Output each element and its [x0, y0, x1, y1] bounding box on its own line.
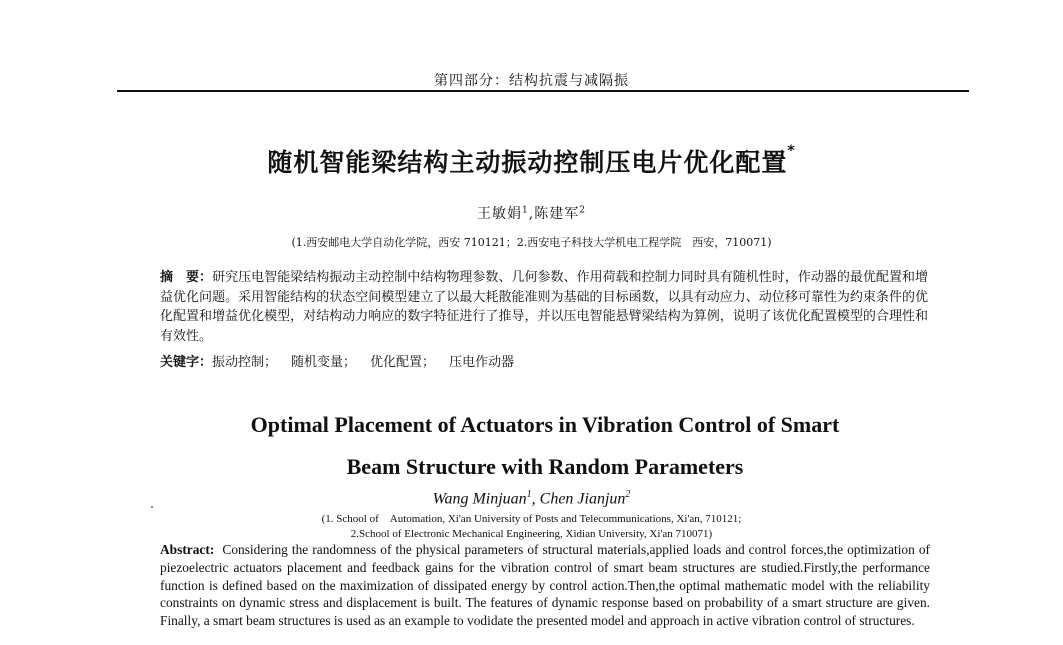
author-1-cn: 王敏娟 — [477, 206, 523, 222]
author-separator-cn: , — [528, 206, 535, 222]
header-rule — [117, 90, 969, 92]
abstract-chinese-label: 摘 要： — [160, 270, 213, 285]
keyword-item: 优化配置； — [370, 355, 436, 370]
running-head: 第四部分：结构抗震与减隔振 — [434, 73, 629, 89]
keywords-chinese — [160, 353, 928, 372]
author-separator-en: , — [531, 490, 540, 508]
authors-chinese — [0, 203, 1063, 223]
abstract-chinese-text: 研究压电智能梁结构振动主动控制中结构物理参数、几何参数、作用荷载和控制力同时具有随机性时，作动器的最优配置和增益优化问题。采用智能结构的状态空间模型建立了以最大耗散能准则为基础的目标函数，以具有动应力、动位移可靠性为约束条件的优化配置和增益优化模型，对结构动力响应的数字特征进行了推导，并以压电智能悬臂梁结构为算例，说明了该优化配置模型的合理性和有效性。 — [160, 270, 928, 344]
author-1-cn-sup: 1 — [522, 205, 529, 216]
keywords-label: 关键字： — [160, 355, 213, 370]
abstract-english — [160, 541, 930, 630]
keyword-item: 压电作动器 — [449, 355, 515, 370]
author-2-cn: 陈建军 — [534, 206, 580, 222]
title-english-line-1: Optimal Placement of Actuators in Vibration Control of Smart — [250, 412, 840, 437]
abstract-english-label: Abstract: — [160, 542, 215, 557]
affiliations-chinese: (1.西安邮电大学自动化学院，西安 710121；2.西安电子科技大学机电工程学院 西安，710071) — [291, 236, 772, 249]
keyword-item: 振动控制； — [212, 355, 278, 370]
affiliations-english — [0, 512, 1063, 541]
authors-english — [0, 489, 1063, 508]
author-1-en-sup: 1 — [526, 489, 532, 500]
title-chinese — [0, 143, 1063, 179]
affiliation-english-line-1: (1. School of Automation, Xi'an University of Posts and Telecommunications, Xi'an, 710121; — [321, 513, 742, 525]
affiliation-english-line-2: 2.School of Electronic Mechanical Engineering, Xidian University, Xi'an 710071) — [350, 527, 713, 540]
abstract-english-text: Considering the randomness of the physical parameters of structural materials,applied loads and control forces,the optimization of piezoelectric actuators placement and feedback gains for the vibration control of smart beam structures are studied.Firstly,the performance function is defined based on the maximization of dissipated energy by control action.Then,the optimal mathematic model with the reliability constraints on dynamic stress and displacement is built. The features of dynamic response based on probability of a smart structure are given. Finally, a smart beam structures is used as an example to vodidate the presented model and approach in active vibration control of structures. — [160, 542, 930, 629]
author-2-cn-sup: 2 — [579, 205, 586, 216]
title-footnote-mark: * — [787, 143, 796, 159]
title-english — [150, 404, 940, 488]
author-2-en-sup: 2 — [625, 489, 631, 500]
author-1-en: Wang Minjuan — [432, 490, 527, 508]
author-2-en: Chen Jianjun — [539, 490, 626, 508]
abstract-chinese — [160, 268, 928, 346]
title-english-line-2: Beam Structure with Random Parameters — [346, 454, 744, 479]
title-chinese-text: 随机智能梁结构主动振动控制压电片优化配置 — [267, 148, 788, 177]
keyword-item: 随机变量； — [291, 355, 357, 370]
